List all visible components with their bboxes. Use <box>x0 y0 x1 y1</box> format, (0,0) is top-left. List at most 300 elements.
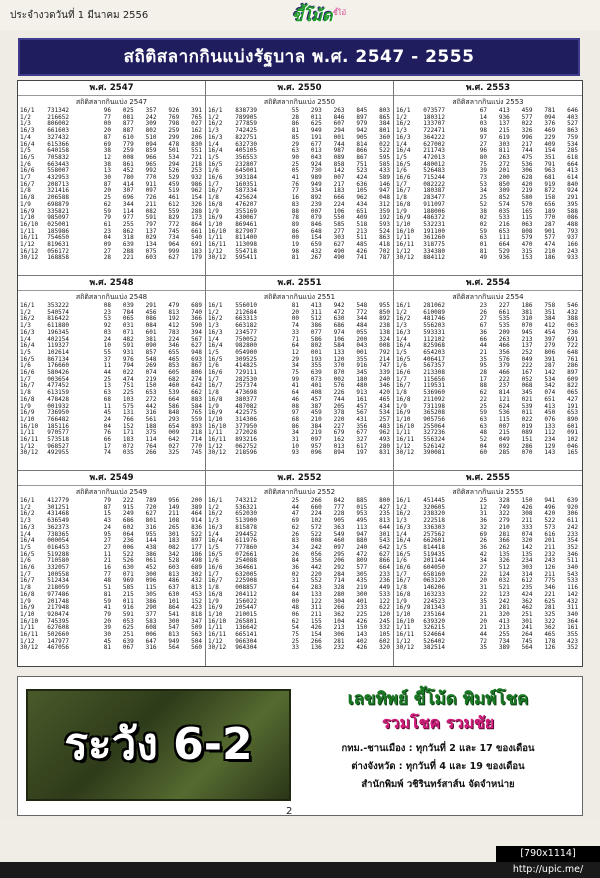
prize-number: 576 <box>333 382 345 390</box>
prize-number: 106 <box>333 207 345 215</box>
draw-date: 1/7 <box>208 180 219 188</box>
first-prize: 526142 <box>423 442 445 450</box>
prize-number: 611 <box>567 517 578 525</box>
prize-number: 347 <box>191 617 202 625</box>
prize-number: 69 <box>103 140 111 148</box>
prize-number: 586 <box>168 402 180 410</box>
draw-date: 16/9 <box>208 604 223 612</box>
prize-number: 165 <box>567 449 578 457</box>
prize-number: 605 <box>168 369 180 377</box>
prize-number: 236 <box>379 577 390 585</box>
prize-number: 661 <box>191 227 202 235</box>
draw-date: 30/12 <box>208 644 227 652</box>
draw-date: 16/4 <box>208 147 223 155</box>
prize-number: 226 <box>333 389 345 397</box>
prize-number: 722 <box>567 342 578 350</box>
prize-number: 346 <box>379 382 390 390</box>
prize-number: 309 <box>145 120 157 128</box>
prize-number: 243 <box>567 247 578 255</box>
prize-number: 216 <box>498 220 510 228</box>
first-prize: 072661 <box>235 550 257 558</box>
prize-number: 25 <box>479 402 487 410</box>
prize-number: 326 <box>191 200 202 208</box>
first-prize: 611880 <box>47 322 69 330</box>
first-prize: 318775 <box>423 241 445 249</box>
prize-number: 355 <box>356 355 368 363</box>
table-row <box>20 450 202 457</box>
prize-number: 432 <box>191 577 202 585</box>
year-heading: พ.ศ. 2555 <box>394 471 582 486</box>
prize-number: 651 <box>544 395 556 403</box>
prize-number: 378 <box>333 409 345 417</box>
prize-number: 721 <box>191 153 202 161</box>
year-panel <box>394 471 582 666</box>
prize-number: 272 <box>498 160 510 168</box>
prize-number: 829 <box>168 214 180 222</box>
draw-date: 1/10 <box>396 610 411 618</box>
prize-number: 34 <box>291 543 299 551</box>
ad-banner <box>17 676 583 816</box>
prize-number: 846 <box>333 113 345 121</box>
prize-number: 866 <box>379 557 390 565</box>
draw-date: 16/2 <box>208 120 223 128</box>
prize-number: 070 <box>521 449 533 457</box>
prize-number: 864 <box>168 604 180 612</box>
prize-number: 213 <box>333 624 345 632</box>
prize-number: 021 <box>521 395 533 403</box>
prize-number: 135 <box>498 550 510 558</box>
draw-date: 1/10 <box>20 214 35 222</box>
prize-number: 354 <box>567 537 578 545</box>
prize-number: 205 <box>333 402 345 410</box>
prize-number: 977 <box>122 214 134 222</box>
brand-logo: ขี้โม้ด <box>292 6 333 25</box>
prize-number: 765 <box>191 113 202 121</box>
prize-number: 00 <box>291 315 299 323</box>
prize-number: 366 <box>191 315 202 323</box>
first-prize: 234577 <box>235 328 257 336</box>
draw-date: 16/7 <box>208 577 223 585</box>
prize-number: 089 <box>333 153 345 161</box>
prize-number: 427 <box>567 395 578 403</box>
draw-date: 16/8 <box>208 590 223 598</box>
first-prize: 738365 <box>47 530 69 538</box>
draw-date: 16/2 <box>396 120 411 128</box>
first-prize: 477452 <box>47 382 69 390</box>
draw-date: 16/1 <box>208 302 223 309</box>
prize-number: 625 <box>122 624 134 632</box>
first-prize: 425624 <box>235 194 257 202</box>
draw-date: 1/6 <box>20 557 31 565</box>
draw-date: 30/12 <box>208 254 227 262</box>
year-panel <box>394 276 582 471</box>
prize-number: 81 <box>103 644 111 652</box>
first-prize: 532231 <box>423 220 445 228</box>
prize-number: 086 <box>145 315 157 323</box>
prize-number: 22 <box>479 570 487 578</box>
prize-number: 285 <box>498 449 510 457</box>
draw-date: 16/6 <box>20 564 35 572</box>
prize-number: 006 <box>145 631 157 639</box>
prize-number: 779 <box>122 140 134 148</box>
first-prize: 662601 <box>423 537 445 545</box>
draw-date: 16/5 <box>208 355 223 363</box>
draw-date: 16/6 <box>20 167 35 175</box>
prize-number: 95 <box>479 362 487 370</box>
prize-number: 38 <box>479 207 487 215</box>
issue-date: ประจำงวดวันที่ 1 มีนาคม 2556 <box>10 10 149 21</box>
prize-number: 656 <box>544 200 556 208</box>
prize-number: 320 <box>498 610 510 618</box>
prize-number: 27 <box>479 315 487 323</box>
prize-number: 591 <box>145 214 157 222</box>
prize-number: 472 <box>356 550 368 558</box>
first-prize: 254088 <box>235 557 257 565</box>
prize-number: 54 <box>291 624 299 632</box>
prize-number: 813 <box>191 584 202 592</box>
year-heading: พ.ศ. 2551 <box>206 276 393 291</box>
prize-number: 791 <box>544 160 556 168</box>
prize-number: 64 <box>291 584 299 592</box>
draw-date: 1/6 <box>208 167 219 175</box>
draw-date: 1/5 <box>208 543 219 551</box>
draw-date: 1/9 <box>396 402 407 410</box>
prize-number: 022 <box>521 415 533 423</box>
prize-number: 813 <box>168 308 180 316</box>
prize-number: 210 <box>498 523 510 531</box>
prize-number: 397 <box>544 335 556 343</box>
first-prize: 556010 <box>235 302 257 309</box>
prize-number: 962 <box>191 187 202 195</box>
prize-number: 389 <box>191 503 202 511</box>
draw-date: 16/10 <box>396 422 415 430</box>
prize-number: 001 <box>356 348 368 356</box>
prize-number: 221 <box>122 254 134 262</box>
draw-date: 1/6 <box>396 557 407 565</box>
first-prize: 502660 <box>47 631 69 639</box>
draw-date: 16/10 <box>208 227 227 235</box>
prize-number: 66 <box>479 335 487 343</box>
prize-number: 484 <box>356 322 368 330</box>
prize-number: 326 <box>498 557 510 565</box>
prize-number: 579 <box>521 234 533 242</box>
prize-number: 303 <box>498 140 510 148</box>
draw-date: 1/11 <box>396 234 411 242</box>
top-bar <box>0 0 600 30</box>
prize-number: 432 <box>567 597 578 605</box>
prize-number: 642 <box>379 543 390 551</box>
draw-date: 16/3 <box>396 133 411 141</box>
prize-number: 315 <box>521 247 533 255</box>
prize-number: 44 <box>479 342 487 350</box>
prize-number: 311 <box>310 308 322 316</box>
draw-date: 16/9 <box>208 409 223 417</box>
prize-number: 213 <box>356 227 368 235</box>
draw-date: 1/4 <box>20 133 31 141</box>
first-prize: 208713 <box>47 180 69 188</box>
first-prize: 309525 <box>235 355 257 363</box>
prize-number: 79 <box>103 214 111 222</box>
prize-number: 143 <box>544 449 556 457</box>
prize-number: 233 <box>356 604 368 612</box>
prize-number: 324 <box>379 335 390 343</box>
statistics-grid <box>17 80 583 667</box>
prize-number: 136 <box>310 644 322 652</box>
prize-number: 653 <box>498 227 510 235</box>
prize-number: 867 <box>356 153 368 161</box>
prize-number: 36 <box>291 564 299 572</box>
prize-number: 094 <box>544 113 556 121</box>
prize-number: 089 <box>521 429 533 437</box>
prize-number: 265 <box>168 523 180 531</box>
first-prize: 156022 <box>235 597 257 605</box>
prize-number: 563 <box>191 631 202 639</box>
first-prize: 082222 <box>423 180 445 188</box>
prize-number: 04 <box>103 234 111 242</box>
prize-number: 344 <box>122 200 134 208</box>
first-prize: 188006 <box>423 207 445 215</box>
year-panel <box>18 81 206 276</box>
prize-number: 209 <box>498 328 510 336</box>
prize-number: 747 <box>379 362 390 370</box>
prize-number: 625 <box>310 120 322 128</box>
first-prize: 610089 <box>423 308 445 316</box>
prize-number: 106 <box>333 335 345 343</box>
draw-date: 16/11 <box>396 241 415 249</box>
first-prize: 587334 <box>235 187 257 195</box>
year-panel <box>206 81 394 276</box>
prize-number: 529 <box>168 174 180 182</box>
panel-subtitle: สถิติสลากกินแบ่ง 2552 <box>263 488 336 496</box>
prize-number: 252 <box>521 348 533 356</box>
prize-number: 43 <box>103 517 111 525</box>
first-prize: 513900 <box>235 517 257 525</box>
prize-number: 053 <box>122 617 134 625</box>
prize-number: 01 <box>479 241 487 249</box>
prize-number: 498 <box>191 557 202 565</box>
prize-number: 266 <box>310 497 322 504</box>
prize-number: 413 <box>544 402 556 410</box>
prize-number: 575 <box>122 402 134 410</box>
first-prize: 604050 <box>423 564 445 572</box>
first-prize: 255064 <box>423 422 445 430</box>
prize-number: 113 <box>356 523 368 531</box>
prize-number: 850 <box>379 308 390 316</box>
prize-number: 150 <box>356 624 368 632</box>
prize-number: 011 <box>310 113 322 121</box>
prize-number: 86 <box>291 120 299 128</box>
draw-date: 1/2 <box>20 503 31 511</box>
prize-number: 814 <box>356 140 368 148</box>
prize-number: 434 <box>379 402 390 410</box>
prize-number: 783 <box>168 328 180 336</box>
first-prize: 196345 <box>47 328 69 336</box>
prize-number: 240 <box>379 375 390 383</box>
first-prize: 658160 <box>423 570 445 578</box>
prize-number: 916 <box>356 362 368 370</box>
results-table <box>20 108 202 262</box>
prize-number: 44 <box>291 503 299 511</box>
table-row <box>208 645 390 652</box>
prize-number: 232 <box>333 644 345 652</box>
prize-number: 346 <box>544 584 556 592</box>
prize-number: 019 <box>521 422 533 430</box>
draw-date: 1/10 <box>208 610 223 618</box>
prize-number: 143 <box>356 631 368 639</box>
draw-date: 16/6 <box>396 369 411 377</box>
panel-subtitle: สถิติสลากกินแบ่ง 2554 <box>452 293 524 301</box>
prize-number: 333 <box>521 523 533 531</box>
first-prize: 519288 <box>47 550 69 558</box>
draw-date: 16/7 <box>20 180 35 188</box>
prize-number: 413 <box>310 302 322 309</box>
prize-number: 745 <box>191 449 202 457</box>
prize-number: 025 <box>122 107 134 114</box>
first-prize: 211092 <box>423 395 445 403</box>
prize-number: 235 <box>521 584 533 592</box>
prize-number: 079 <box>310 214 322 222</box>
prize-number: 200 <box>356 335 368 343</box>
prize-number: 022 <box>521 120 533 128</box>
draw-date: 16/1 <box>396 497 411 504</box>
panel-subtitle: สถิติสลากกินแบ่ง 2548 <box>75 293 148 301</box>
prize-number: 08 <box>103 302 111 309</box>
prize-number: 081 <box>122 113 134 121</box>
draw-date: 16/3 <box>208 523 223 531</box>
prize-number: 887 <box>122 127 134 135</box>
prize-number: 075 <box>145 247 157 255</box>
draw-date: 16/10 <box>396 617 415 625</box>
prize-number: 224 <box>168 335 180 343</box>
draw-date: 1/3 <box>396 322 407 330</box>
first-prize: 627002 <box>423 140 445 148</box>
draw-date: 16/4 <box>396 537 411 545</box>
prize-number: 584 <box>333 342 345 350</box>
prize-number: 133 <box>333 348 345 356</box>
prize-number: 936 <box>498 113 510 121</box>
prize-number: 469 <box>544 127 556 135</box>
prize-number: 81 <box>103 590 111 598</box>
first-prize: 414825 <box>235 362 257 370</box>
prize-number: 25 <box>291 637 299 645</box>
draw-date: 1/11 <box>20 227 35 235</box>
prize-number: 049 <box>498 436 510 444</box>
prize-number: 20 <box>291 308 299 316</box>
prize-number: 120 <box>333 355 345 363</box>
prize-number: 384 <box>379 120 390 128</box>
first-prize: 742425 <box>235 127 257 135</box>
prize-number: 138 <box>379 328 390 336</box>
draw-date: 16/9 <box>396 214 411 222</box>
prize-number: 420 <box>521 180 533 188</box>
prize-number: 653 <box>145 389 157 397</box>
prize-number: 213 <box>521 335 533 343</box>
prize-number: 677 <box>356 429 368 437</box>
prize-number: 577 <box>544 234 556 242</box>
prize-number: 101 <box>168 597 180 605</box>
prize-number: 21 <box>479 348 487 356</box>
draw-date: 1/6 <box>20 362 31 370</box>
prize-number: 813 <box>168 570 180 578</box>
prize-number: 420 <box>544 510 556 518</box>
panel-subtitle: สถิติสลากกินแบ่ง 2547 <box>75 98 148 106</box>
prize-number: 536 <box>521 160 533 168</box>
prize-number: 962 <box>356 194 368 202</box>
prize-number: 74 <box>291 322 299 330</box>
draw-date: 16/5 <box>20 550 35 558</box>
prize-number: 720 <box>145 503 157 511</box>
prize-number: 067 <box>122 644 134 652</box>
prize-number: 013 <box>310 147 322 155</box>
prize-number: 512 <box>310 315 322 323</box>
prize-number: 53 <box>479 180 487 188</box>
prize-number: 161 <box>567 624 578 632</box>
draw-date: 16/11 <box>20 436 39 444</box>
results-table <box>20 498 202 652</box>
prize-number: 211 <box>145 200 157 208</box>
prize-number: 413 <box>498 617 510 625</box>
first-prize: 472013 <box>423 153 445 161</box>
prize-number: 309 <box>498 187 510 195</box>
prize-number: 44 <box>479 631 487 639</box>
prize-number: 583 <box>145 617 157 625</box>
prize-number: 609 <box>567 375 578 383</box>
first-prize: 113098 <box>235 241 257 249</box>
prize-number: 316 <box>145 409 157 417</box>
draw-date: 1/5 <box>20 147 31 155</box>
prize-number: 24 <box>103 415 111 423</box>
prize-number: 304 <box>333 597 345 605</box>
first-prize: 224523 <box>423 597 445 605</box>
prize-number: 567 <box>356 409 368 417</box>
prize-number: 449 <box>379 584 390 592</box>
prize-number: 352 <box>567 543 578 551</box>
prize-number: 77 <box>103 113 111 121</box>
prize-number: 48 <box>291 604 299 612</box>
first-prize: 722471 <box>423 127 445 135</box>
prize-number: 457 <box>356 402 368 410</box>
ad-subtitle: รวมโชค รวมชัย <box>381 713 495 732</box>
first-prize: 163233 <box>423 590 445 598</box>
prize-number: 72 <box>479 637 487 645</box>
prize-number: 953 <box>356 510 368 518</box>
prize-number: 59 <box>103 597 111 605</box>
prize-number: 603 <box>168 564 180 572</box>
prize-number: 802 <box>145 127 157 135</box>
draw-date: 1/6 <box>396 167 407 175</box>
prize-number: 741 <box>356 254 368 262</box>
prize-number: 418 <box>379 241 390 249</box>
prize-number: 049 <box>521 355 533 363</box>
draw-date: 16/8 <box>396 590 411 598</box>
prize-number: 45 <box>103 409 111 417</box>
first-prize: 492955 <box>47 449 69 457</box>
first-prize: 750052 <box>235 335 257 343</box>
first-prize: 160351 <box>235 180 257 188</box>
prize-number: 34 <box>291 429 299 437</box>
prize-number: 607 <box>333 120 345 128</box>
first-prize: 743212 <box>235 497 257 504</box>
prize-number: 64 <box>291 389 299 397</box>
prize-number: 969 <box>122 577 134 585</box>
prize-number: 870 <box>333 369 345 377</box>
draw-date: 16/5 <box>20 355 35 363</box>
prize-number: 432 <box>310 247 322 255</box>
prize-number: 266 <box>310 637 322 645</box>
draw-date: 16/6 <box>20 369 35 377</box>
prize-number: 533 <box>379 590 390 598</box>
prize-number: 192 <box>379 214 390 222</box>
